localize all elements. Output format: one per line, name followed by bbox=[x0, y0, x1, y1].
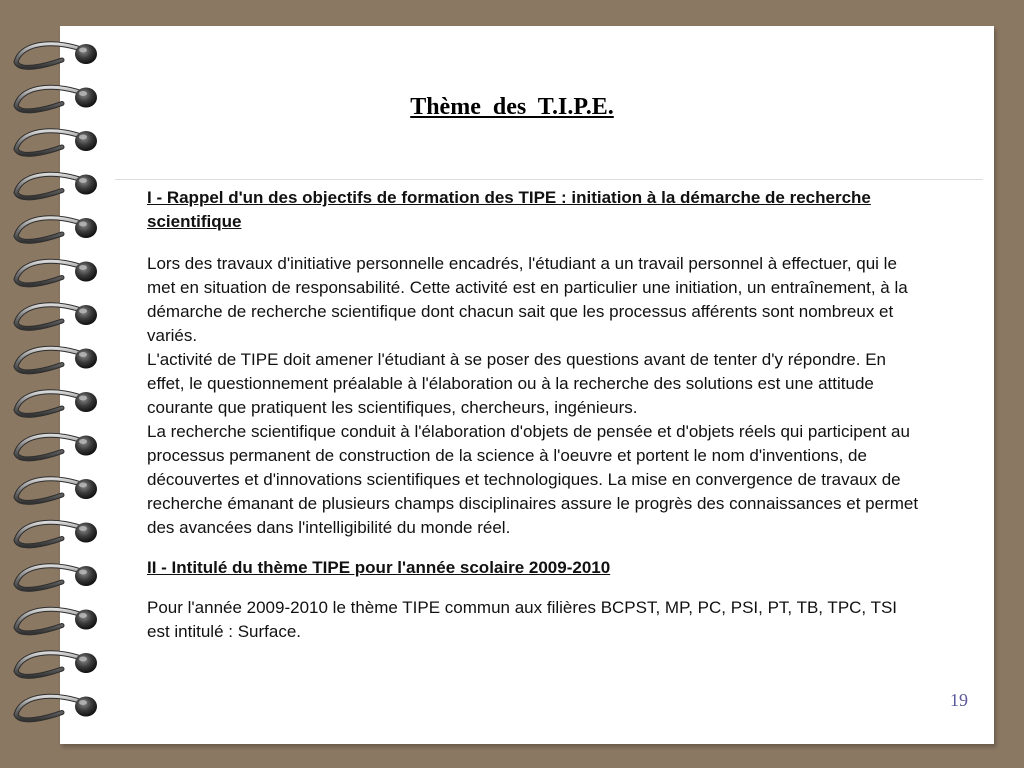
spiral-ring bbox=[16, 566, 97, 590]
section-2-paragraph-1: Pour l'année 2009-2010 le thème TIPE commun aux filières BCPST, MP, PC, PSI, PT, TB, TPC, TSI est intitulé : Surface. bbox=[147, 598, 898, 641]
page-number: 19 bbox=[950, 690, 968, 710]
spiral-ring bbox=[16, 479, 97, 503]
spiral-ring bbox=[16, 131, 97, 155]
spiral-ring bbox=[16, 261, 97, 285]
divider-line bbox=[115, 179, 983, 180]
spiral-ring bbox=[16, 348, 97, 372]
slide-title: Thème des T.I.P.E. bbox=[410, 94, 614, 120]
spiral-ring bbox=[16, 653, 97, 677]
spiral-ring bbox=[16, 305, 97, 329]
spiral-ring bbox=[16, 44, 97, 68]
spiral-ring bbox=[16, 218, 97, 242]
slide-content bbox=[147, 186, 922, 644]
section-1-paragraph-1: Lors des travaux d'initiative personnelle encadrés, l'étudiant a un travail personnel à effectuer, qui le met en situation de responsabilité. Cette activité est en particulier une initiation, un entraînement, à la démarche de recherche scientifique dont chacun sait que les processus afférents sont nombreux et variés. bbox=[147, 254, 908, 345]
spiral-ring bbox=[16, 392, 97, 416]
section-1-paragraph-3: La recherche scientifique conduit à l'élaboration d'objets de pensée et d'objets réels qui participent au processus permanent de construction de la science à l'oeuvre et portent le nom d'inventions, de découvertes et d'innovations scientifiques et technologiques. La mise en convergence de travaux de recherche émanant de plusieurs champs disciplinaires assure le progrès des connaissances et permet des avancées dans l'intelligibilité du monde réel. bbox=[147, 422, 919, 537]
section-1-heading: I - Rappel d'un des objectifs de formation des TIPE : initiation à la démarche de recherche scientifique bbox=[147, 188, 871, 231]
spiral-ring bbox=[16, 174, 97, 198]
spiral-ring bbox=[16, 435, 97, 459]
spiral-ring bbox=[16, 609, 97, 633]
section-2-heading: II - Intitulé du thème TIPE pour l'année scolaire 2009-2010 bbox=[147, 558, 611, 577]
spiral-ring bbox=[16, 522, 97, 546]
section-1-paragraph-2: L'activité de TIPE doit amener l'étudiant à se poser des questions avant de tenter d'y répondre. En effet, le questionnement préalable à l'élaboration ou à la recherche des solutions est une attitude courante que pratiquent les scientifiques, chercheurs, ingénieurs. bbox=[147, 350, 886, 417]
spiral-ring bbox=[16, 696, 97, 720]
